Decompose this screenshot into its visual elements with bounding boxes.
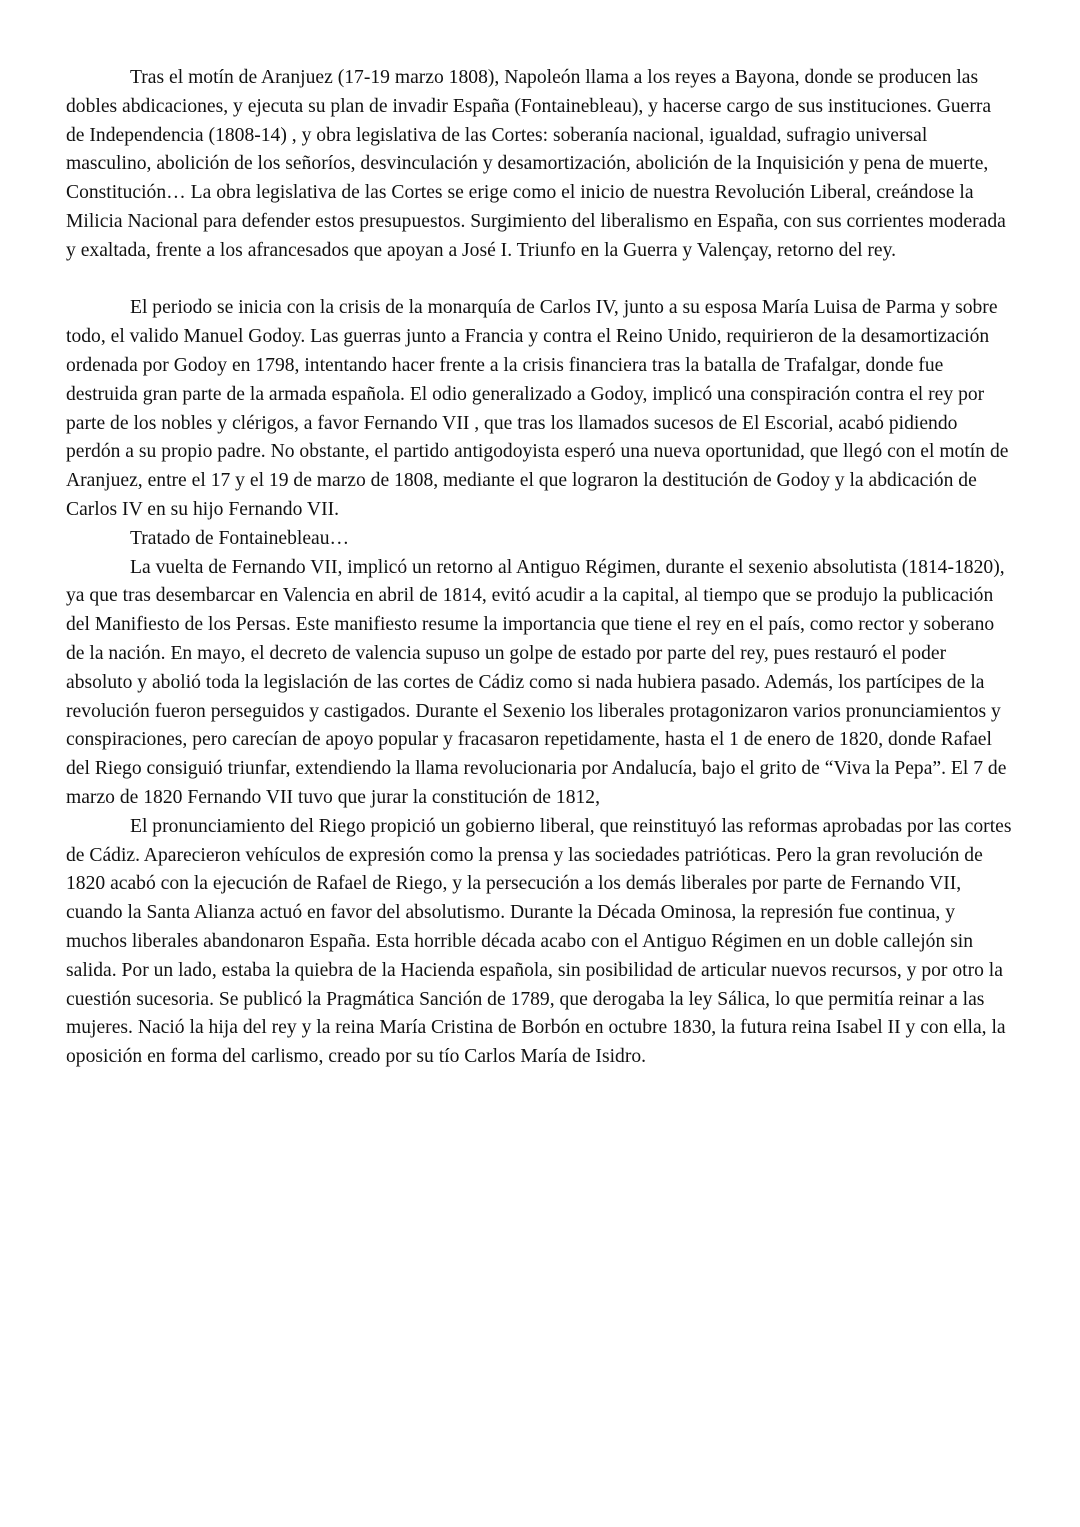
paragraph-trienio-decada-ominosa: El pronunciamiento del Riego propició un gobierno liberal, que reinstituyó las reformas aprobadas por las cortes de Cádiz. Aparecieron vehículos de expresión como la prensa y las sociedades patrióticas. Pero la gran revolución de 1820 acabó con la ejecución de Rafael de Riego, y la persecución a los demás liberales por parte de Fernando VII, cuando la Santa Alianza actuó en favor del absolutismo. Durante la Década Ominosa, la represión fue continua, y muchos liberales abandonaron España. Esta horrible década acabo con el Antiguo Régimen en un doble callejón sin salida. Por un lado, estaba la quiebra de la Hacienda española, sin posibilidad de articular nuevos recursos, y por otro la cuestión sucesoria. Se publicó la Pragmática Sanción de 1789, que derogaba la ley Sálica, lo que permitía reinar a las mujeres. Nació la hija del rey y la reina María Cristina de Borbón en octubre 1830, la futura reina Isabel II y con ella, la oposición en forma del carlismo, creado por su tío Carlos María de Isidro. <box>66 815 1012 1068</box>
paragraph-crisis-carlos-iv: El periodo se inicia con la crisis de la monarquía de Carlos IV, junto a su esposa María Luisa de Parma y sobre todo, el valido Manuel Godoy. Las guerras junto a Francia y contra el Reino Unido, requirieron de la desamortización ordenada por Godoy en 1798, intentando hacer frente a la crisis financiera tras la batalla de Trafalgar, donde fue destruida gran parte de la armada española. El odio generalizado a Godoy, implicó una conspiración contra el rey por parte de los nobles y clérigos, a favor Fernando VII , que tras los llamados sucesos de El Escorial, acabó pidiendo perdón a su propio padre. No obstante, el partido antigodoyista esperó una nueva oportunidad, que llegó con el motín de Aranjuez, entre el 17 y el 19 de marzo de 1808, mediante el que lograron la destitución de Godoy y la abdicación de Carlos IV en su hijo Fernando VII. <box>66 297 1009 520</box>
paragraph-intro: Tras el motín de Aranjuez (17-19 marzo 1808), Napoleón llama a los reyes a Bayona, donde se producen las dobles abdicaciones, y ejecuta su plan de invadir España (Fontainebleau), y hacerse cargo de sus instituciones. Guerra de Independencia (1808-14) , y obra legislativa de las Cortes: soberanía nacional, igualdad, sufragio universal masculino, abolición de los señoríos, desvinculación y desamortización, abolición de la Inquisición y pena de muerte, Constitución… La obra legislativa de las Cortes se erige como el inicio de nuestra Revolución Liberal, creándose la Milicia Nacional para defender estos presupuestos. Surgimiento del liberalismo en España, con sus corrientes moderada y exaltada, frente a los afrancesados que apoyan a José I. Triunfo en la Guerra y Valençay, retorno del rey. <box>66 67 1006 261</box>
document-page <box>66 64 1014 1072</box>
paragraph-tratado-fontainebleau: Tratado de Fontainebleau… <box>130 527 350 549</box>
paragraph-sexenio-absolutista: La vuelta de Fernando VII, implicó un retorno al Antiguo Régimen, durante el sexenio absolutista (1814-1820), ya que tras desembarcar en Valencia en abril de 1814, evitó acudir a la capital, al tiempo que se produjo la publicación del Manifiesto de los Persas. Este manifiesto resume la importancia que tiene el rey en el país, como rector y soberano de la nación. En mayo, el decreto de valencia supuso un golpe de estado por parte del rey, pues restauró el poder absoluto y abolió toda la legislación de las cortes de Cádiz como si nada hubiera pasado. Además, los partícipes de la revolución fueron perseguidos y castigados. Durante el Sexenio los liberales protagonizaron varios pronunciamientos y conspiraciones, pero carecían de apoyo popular y fracasaron repetidamente, hasta el 1 de enero de 1820, donde Rafael del Riego consiguió triunfar, extendiendo la llama revolucionaria por Andalucía, bajo el grito de “Viva la Pepa”. El 7 de marzo de 1820 Fernando VII tuvo que jurar la constitución de 1812, <box>66 556 1007 808</box>
paragraph-spacer <box>66 266 1014 295</box>
